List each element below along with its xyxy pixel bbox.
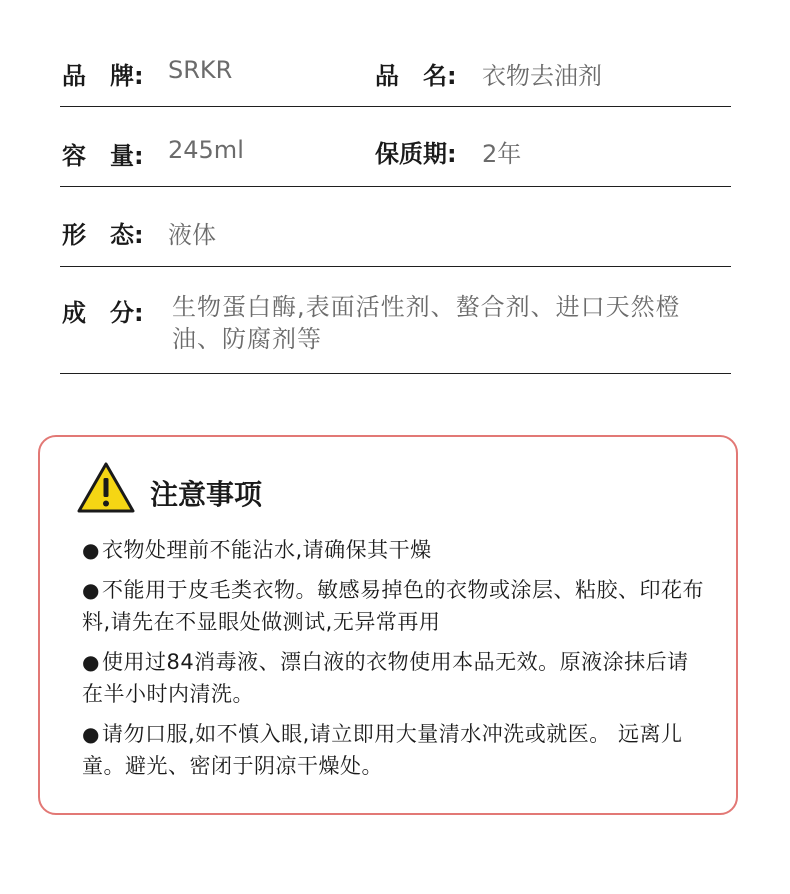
brand-value: SRKR	[168, 56, 233, 84]
product-name-value: 衣物去油剂	[482, 62, 602, 90]
form-label: 形 态:	[62, 221, 144, 249]
notice-item	[82, 574, 704, 638]
bullet-icon: ●	[82, 722, 100, 746]
notice-box	[38, 435, 738, 815]
bullet-icon: ●	[82, 538, 100, 562]
shelf-life-value: 2年	[482, 140, 522, 168]
bullet-icon: ●	[82, 650, 100, 674]
divider	[60, 373, 731, 374]
capacity-label: 容 量:	[62, 142, 144, 170]
notice-item-text: 不能用于皮毛类衣物。敏感易掉色的衣物或涂层、粘胶、印花布料,请先在不显眼处做测试,无异常再用	[82, 578, 704, 634]
notice-item-text: 请勿口服,如不慎入眼,请立即用大量清水冲洗或就医。 远离儿童。避光、密闭于阴凉干燥处。	[82, 722, 683, 778]
capacity-value: 245ml	[168, 136, 244, 164]
divider	[60, 186, 731, 187]
notice-item-text: 衣物处理前不能沾水,请确保其干燥	[101, 538, 432, 562]
divider	[60, 266, 731, 267]
shelf-life-label: 保质期:	[375, 140, 457, 168]
notice-item	[82, 534, 704, 566]
notice-item	[82, 646, 704, 710]
divider	[60, 106, 731, 107]
ingredients-label: 成 分:	[62, 299, 144, 327]
bullet-icon: ●	[82, 578, 100, 602]
brand-label: 品 牌:	[62, 62, 144, 90]
product-name-label: 品 名:	[375, 62, 457, 90]
warning-icon	[76, 461, 136, 515]
notice-title: 注意事项	[150, 478, 263, 511]
ingredients-value: 生物蛋白酶,表面活性剂、螯合剂、进口天然橙油、防腐剂等	[172, 293, 681, 353]
notice-item-text: 使用过84消毒液、漂白液的衣物使用本品无效。原液涂抹后请在半小时内清洗。	[82, 650, 689, 706]
notice-item	[82, 718, 704, 782]
form-value: 液体	[168, 221, 216, 249]
